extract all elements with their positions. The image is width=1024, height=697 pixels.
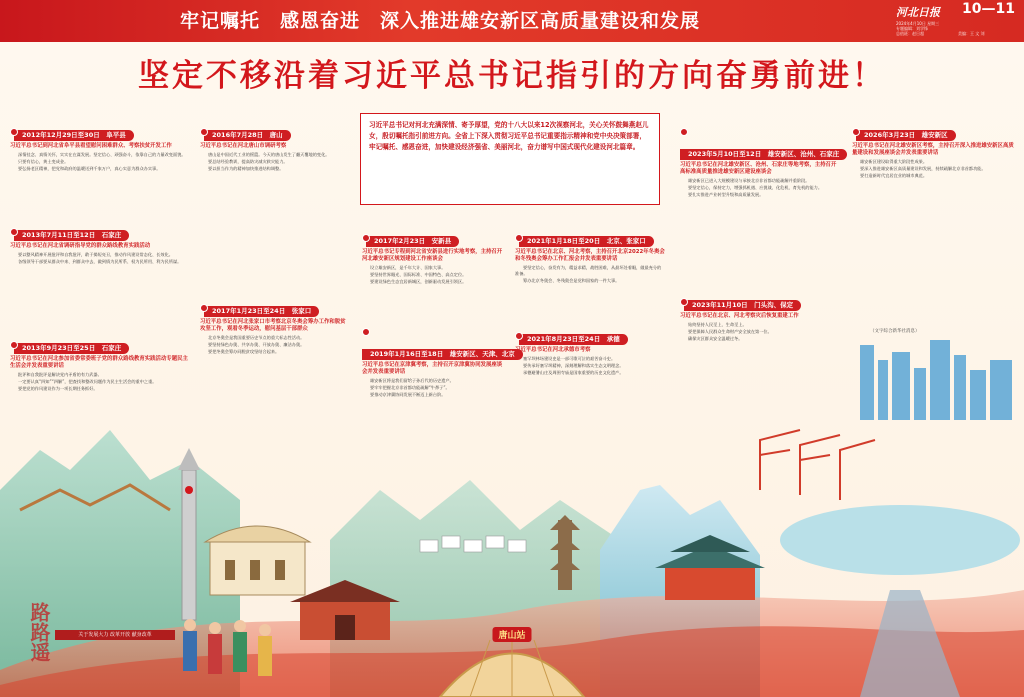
article-headline: 习近平总书记在河北参加省委常委班子党的群众路线教育实践活动专题民主生活会并发表重要讲话 — [10, 356, 188, 369]
article-date: 2023年5月10日至12日 雄安新区、沧州、石家庄 — [680, 149, 847, 160]
article-headline: 习近平总书记在河北雄安新区、沧州、石家庄等地考察，主持召开高标准高质量推进雄安新区建设座谈会 — [680, 162, 837, 175]
article-paragraph: 雄安新区已进入大规模建设与承接北京非首都功能疏解并重阶段。 — [688, 178, 810, 183]
article-paragraph: 要把保障人民群众生命财产安全放在第一位。 — [688, 329, 772, 335]
article-body — [362, 378, 507, 399]
masthead-line: 专题编辑：刘学锋 — [896, 26, 928, 31]
lead-paragraph: 习近平总书记对河北充满深情、寄予厚望，党的十八大以来12次视察河北，关心关怀鼓舞燕赵儿女，殷切嘱托指引前进方向。全省上下深入贯彻习近平总书记重要指示精神和党中央决策部署，牢记嘱托、感恩奋进，加快建设经济强省、美丽河北，奋力谱写中国式现代化建设河北篇章。 — [360, 113, 660, 205]
article-headline: 习近平总书记在河北张家口市考察北京冬奥会筹办工作和脱贫攻坚工作，观看冬季运动，慰问基层干部群众 — [200, 319, 346, 332]
top-banner — [0, 0, 1024, 42]
article-paragraph: 要把党的作风建设作为一项长期任务抓好。 — [18, 386, 98, 392]
article-2021-january — [515, 228, 665, 286]
map-pin-icon — [680, 128, 688, 136]
masthead-logo: 河北日报 — [896, 6, 940, 19]
article-paragraph: 要坚定信心，奋发有为，精益求精，战胜困难，从最坏处着眼，做最充分的准备。 — [515, 265, 662, 277]
article-paragraph: 要牢牢把握北京非首都功能疏解“牛鼻子”。 — [370, 385, 450, 391]
article-headline: 习近平总书记在河北唐山市调研考察 — [200, 143, 287, 149]
article-headline: 习近平总书记在北京、河北考察，主持召开北京2022年冬奥会和冬残奥会筹办工作汇报会并发表重要讲话 — [515, 249, 665, 262]
article-paragraph: 深情挂念、真情关怀，实实在在谋发展。坚定信心、顽强奋斗，依靠自己的力量改变面貌。 — [18, 152, 186, 157]
masthead-line: 2024年4月10日 星期三 — [896, 21, 940, 26]
article-body — [680, 178, 840, 199]
port-cranes — [760, 430, 875, 500]
wall-inscription: 路路遥 — [27, 602, 51, 662]
article-paragraph: 要坚持世界眼光、国际标准、中国特色、高点定位。 — [370, 272, 467, 278]
article-2013-sept — [10, 335, 190, 394]
memorial-hall — [205, 526, 310, 595]
article-body — [10, 372, 190, 393]
article-paragraph: 要坚定信心，保持定力，增强抓机遇、应挑战、化危机、育先机的能力。 — [688, 185, 823, 191]
map-pin-icon — [200, 304, 208, 312]
map-pin-icon — [680, 298, 688, 306]
masthead-line: 总值班：赵日超 — [896, 31, 924, 36]
article-headline: 习近平总书记在河北省调研指导党的群众路线教育实践活动 — [10, 243, 151, 249]
article-headline: 习近平总书记到河北省阜平县看望慰问困难群众、考察扶贫开发工作 — [10, 143, 172, 149]
article-paragraph: 要建设绿色生态宜居新城区，创新驱动发展引领区。 — [370, 279, 467, 285]
map-pin-icon — [362, 234, 370, 242]
article-body — [10, 252, 190, 265]
article-paragraph: 要深入推进雄安新区高质量建设和发展，持续疏解北京非首都功能。 — [860, 166, 986, 172]
article-body — [680, 322, 840, 343]
article-date: 2017年2月23日 安新县 — [366, 236, 459, 247]
article-paragraph: 要打造新时代宜居宜业的城市典范。 — [860, 173, 928, 179]
article-paragraph: 设立雄安新区，是千年大计、国家大事。 — [370, 265, 446, 270]
article-paragraph: 要总结经验教训，提高防灾减灾救灾能力。 — [208, 159, 288, 165]
map-pin-icon — [10, 128, 18, 136]
map-pin-icon — [10, 341, 18, 349]
article-date: 2021年1月18日至20日 北京、张家口 — [519, 236, 654, 247]
article-body — [200, 335, 350, 356]
article-headline: 习近平总书记在河北雄安新区考察，主持召开深入推进雄安新区高质量建设和发展座谈会并发表重要讲话 — [852, 143, 1014, 156]
article-paragraph: 要弘扬老区精神，把党和政府的温暖送到千家万户，真心实意为群众办实事。 — [18, 166, 161, 172]
article-date: 2021年8月23日至24日 承德 — [519, 334, 628, 345]
article-date: 2013年7月11日至12日 石家庄 — [14, 230, 129, 241]
source-credit: （文字综合新华社消息） — [870, 329, 920, 334]
city-skyline — [860, 340, 1012, 420]
article-headline: 习近平总书记专程到河北省安新县进行实地考察，主持召开河北雄安新区规划建设工作座谈会 — [362, 249, 503, 262]
article-2019-xiongan — [362, 322, 515, 400]
article-paragraph: 要把冬奥会筹办同脱贫攻坚结合起来。 — [208, 349, 280, 355]
article-body — [515, 265, 665, 285]
map-pin-icon — [10, 228, 18, 236]
map-pin-icon — [362, 328, 370, 336]
page-headline: 坚定不移沿着习近平总书记指引的方向奋勇前进！ — [138, 58, 886, 94]
station-sign: 唐山站 — [492, 627, 531, 642]
article-body — [200, 152, 350, 173]
article-paragraph: 唐山是中国近代工业的摇篮。今天的唐山发生了翻天覆地的变化。 — [208, 152, 330, 157]
page-number: 10—11 — [962, 1, 1015, 17]
article-date: 2019年1月16日至18日 雄安新区、天津、北京 — [362, 349, 523, 360]
masthead — [896, 2, 1016, 38]
article-body — [852, 159, 1014, 180]
article-paragraph: 只要有信心，黄土变成金。 — [18, 159, 69, 165]
article-paragraph: 要以整风精神开展批评和自我批评，敢于揭短亮丑，推动作风建设常态化、长效化。 — [18, 252, 173, 257]
map-pin-icon — [515, 234, 523, 242]
article-body — [515, 356, 665, 377]
article-paragraph: 确保灾区群众安全温暖过冬。 — [688, 336, 743, 342]
article-paragraph: 要传承好塞罕坝精神，深刻理解和落实生态文明理念。 — [523, 363, 624, 369]
article-paragraph: 要坚持绿色办奥、共享办奥、开放办奥、廉洁办奥。 — [208, 342, 305, 348]
article-paragraph: 要推动京津冀协同发展不断迈上新台阶。 — [370, 392, 446, 398]
article-paragraph: 要扎实推进产业转型升级和高质量发展。 — [688, 192, 764, 198]
article-2023-may — [680, 122, 840, 200]
storefront-sign: 关于发展大力 改革开放 献身改革 — [55, 630, 175, 640]
article-date: 2016年7月28日 唐山 — [204, 130, 291, 141]
article-2026-xiongan — [852, 122, 1014, 181]
article-paragraph: 北京冬奥会是我国重要历史节点的重大标志性活动。 — [208, 335, 305, 340]
article-paragraph: 雄安新区将是我们留给子孙后代的历史遗产。 — [370, 378, 454, 383]
article-paragraph: 要以担当作为的精神加快推进结构调整。 — [208, 166, 284, 172]
article-paragraph: 各级领导干部要从群众中来、到群众中去，做到情为民所系、权为民所用、利为民所谋。 — [18, 259, 182, 265]
article-2013-july — [10, 222, 190, 266]
article-2016-tangshan — [200, 122, 350, 174]
article-date: 2013年9月23日至25日 石家庄 — [14, 343, 129, 354]
article-2012-fuping — [10, 122, 190, 174]
baiyangdian-lake — [780, 505, 1020, 575]
article-paragraph: 筹办北京冬奥会、冬残奥会是党和国家的一件大事。 — [523, 278, 620, 284]
article-paragraph: 塞罕坝林场建设史是一部可歌可泣的艰苦奋斗史。 — [523, 356, 616, 361]
article-date: 2023年11月10日 门头沟、保定 — [684, 300, 801, 311]
map-pin-icon — [515, 332, 523, 340]
article-body — [362, 265, 507, 286]
article-2021-chengde — [515, 326, 665, 378]
article-date: 2017年1月23日至24日 张家口 — [204, 306, 319, 317]
article-2017-anxin — [362, 228, 507, 287]
article-paragraph: 始终坚持人民至上、生命至上。 — [688, 322, 747, 327]
masthead-line: 美编：王 文 刘 — [958, 31, 985, 36]
map-pin-icon — [852, 128, 860, 136]
article-2017-zhangjiakou — [200, 298, 350, 357]
article-date: 2026年3月23日 雄安新区 — [856, 130, 956, 141]
article-headline: 习近平总书记在河北承德市考察 — [515, 347, 591, 353]
article-2023-november — [680, 292, 840, 344]
article-paragraph: 批评和自我批评是解决党内矛盾的有力武器。 — [18, 372, 102, 377]
article-headline: 习近平总书记在京津冀考察，主持召开京津冀协同发展座谈会并发表重要讲话 — [362, 362, 503, 375]
article-paragraph: 一定要认真“四知”“四解”，把查找和整改问题作为民主生活会的重中之重。 — [18, 379, 157, 385]
banner-slogan: 牢记嘱托 感恩奋进 深入推进雄安新区高质量建设和发展 — [179, 10, 700, 32]
article-paragraph: 雄安新区建设取得重大阶段性成果。 — [860, 159, 928, 164]
article-headline: 习近平总书记在北京、河北考察灾后恢复重建工作 — [680, 313, 799, 319]
article-paragraph: 承德避暑山庄及周围寺庙是国家重要的历史文化遗产。 — [523, 370, 624, 376]
article-body — [10, 152, 190, 173]
article-date: 2012年12月29日至30日 阜平县 — [14, 130, 134, 141]
map-pin-icon — [200, 128, 208, 136]
